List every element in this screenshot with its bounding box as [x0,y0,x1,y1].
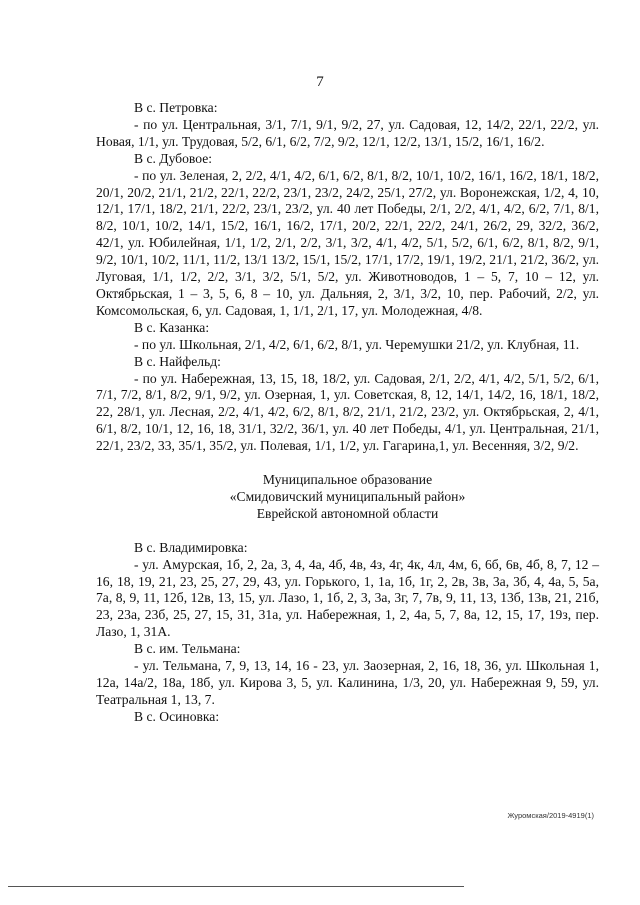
address-list: - по ул. Школьная, 2/1, 4/2, 6/1, 6/2, 8/1, ул. Черемушки 21/2, ул. Клубная, 11. [134,336,580,352]
municipality-title-line1: Муниципальное образование [262,472,433,488]
locality-heading: В с. Казанка: [134,319,210,335]
municipality-title-line3: Еврейской автономной области [256,505,439,521]
address-list: - ул. Тельмана, 7, 9, 13, 14, 16 - 23, ул. Заозерная, 2, 16, 18, 36, ул. Школьная 1, 12а, 14а/2, 18а, 18б, ул. Кирова 3, 5, ул. Калинина, 1/3, 20, ул. Набережная 9, 59, ул. Театральная 1, 13, 7. [96,658,599,707]
locality-heading: В с. Дубовое: [134,150,212,166]
address-list: - по ул. Набережная, 13, 15, 18, 18/2, ул. Садовая, 2/1, 2/2, 4/1, 4/2, 5/1, 5/2, 6/1, 7/1, 7/2, 8/1, 8/2, 9/1, 9/2, ул. Озерная, 1, ул. Советская, 8, 12, 14/1, 14/2, 16, 18/1, 18/2, 22, 28/1, ул. Лесная, 2/2, 4/1, 4/2, 6/2, 8/1, 8/2, 21/1, 21/2, 23/2, ул. Октябрьская, 2, 4/1, 6/1, 8/2, 10/1, 12, 16, 18, 31/1, 32/2, 36/1, ул. 40 лет Победы, 4/1, ул. Центральная, 21/1, 22/1, 23/2, 33, 35/1, 35/2, ул. Полевая, 1/1, 1/2, ул. Гагарина,1, ул. Весенняя, 3/2, 9/2. [96,370,599,454]
locality-heading: В с. Петровка: [134,100,218,115]
scan-edge-line [8,886,464,887]
locality-heading: В с. Осиновка: [134,708,220,724]
municipality-title-line2: «Смидовичский муниципальный район» [229,488,466,504]
locality-heading: В с. им. Тельмана: [134,641,241,657]
address-list: - по ул. Центральная, 3/1, 7/1, 9/1, 9/2, 27, ул. Садовая, 12, 14/2, 22/1, 22/2, ул. Новая, 1/1, ул. Трудовая, 5/2, 6/1, 6/2, 7/2, 9/2, 12/1, 12/2, 13/1, 15/2, 16/1, 16/2. [96,116,599,149]
address-list: - по ул. Зеленая, 2, 2/2, 4/1, 4/2, 6/1, 6/2, 8/1, 8/2, 10/1, 10/2, 16/1, 16/2, 18/1, 18/2, 20/1, 20/2, 21/1, 21/2, 22/1, 22/2, 23/1, 23/2, 24/2, 25/1, 27/2, ул. Воронежская, 1/2, 4, 10, 12/1, 17/1, 18/2, 21/1, 22/2, 23/1, 23/2, ул. 40 лет Победы, 2/1, 2/2, 4/1, 4/2, 6/2, 7/1, 8/1, 8/2, 10/1, 10/2, 14/1, 15/2, 16/1, 16/2, 17/1, 20/2, 22/1, 22/2, 24/1, 26/2, 29, 32/2, 36/2, 42/1, ул. Юбилейная, 1/1, 1/2, 2/1, 2/2, 3/1, 3/2, 4/1, 4/2, 5/1, 5/2, 6/1, 6/2, 8/1, 8/2, 9/1, 9/2, 10/1, 10/2, 11/1, 11/2, 13/1 13/2, 15/1, 15/2, 17/1, 17/2, 19/1, 19/2, 21/1, 21/2, 36/2, ул. Луговая, 1/1, 1/2, 2/2, 3/1, 3/2, 5/1, 5/2, ул. Животноводов, 1 – 5, 7, 10 – 12, ул. Октябрьская, 1 – 3, 5, 6, 8 – 10, ул. Дальняя, 2, 3/1, 3/2, 10, пер. Рабочий, 2/2, ул. Комсомольская, 6, ул. Садовая, 1, 1/1, 2/1, 17, ул. Молодежная, 4/8. [96,167,599,318]
document-body [96,100,599,726]
page-number: 7 [316,74,324,90]
document-id: Журомская/2019-4919(1) [507,811,594,820]
locality-heading: В с. Найфельд: [134,353,221,369]
address-list: - ул. Амурская, 1б, 2, 2а, 3, 4, 4а, 4б, 4в, 4з, 4г, 4к, 4л, 4м, 6, 6б, 6в, 4б, 8, 7, 12 – 16, 18, 19, 21, 23, 25, 27, 29, 43, ул. Горького, 1, 1а, 1б, 1г, 2, 2в, 3в, 3а, 3б, 4, 4а, 5, 5а, 7а, 8, 9, 11, 12б, 12в, 13, 15, ул. Лазо, 1, 1б, 2, 3, 3а, 3г, 7, 7в, 9, 11, 13, 13б, 13в, 21, 21б, 23, 23а, 23б, 25, 27, 15, 31, 31а, ул. Набережная, 1, 2, 4а, 5, 7, 8а, 12, 15, 17, 19з, пер. Лазо, 1, 31А. [96,556,599,640]
locality-heading: В с. Владимировка: [134,539,248,555]
